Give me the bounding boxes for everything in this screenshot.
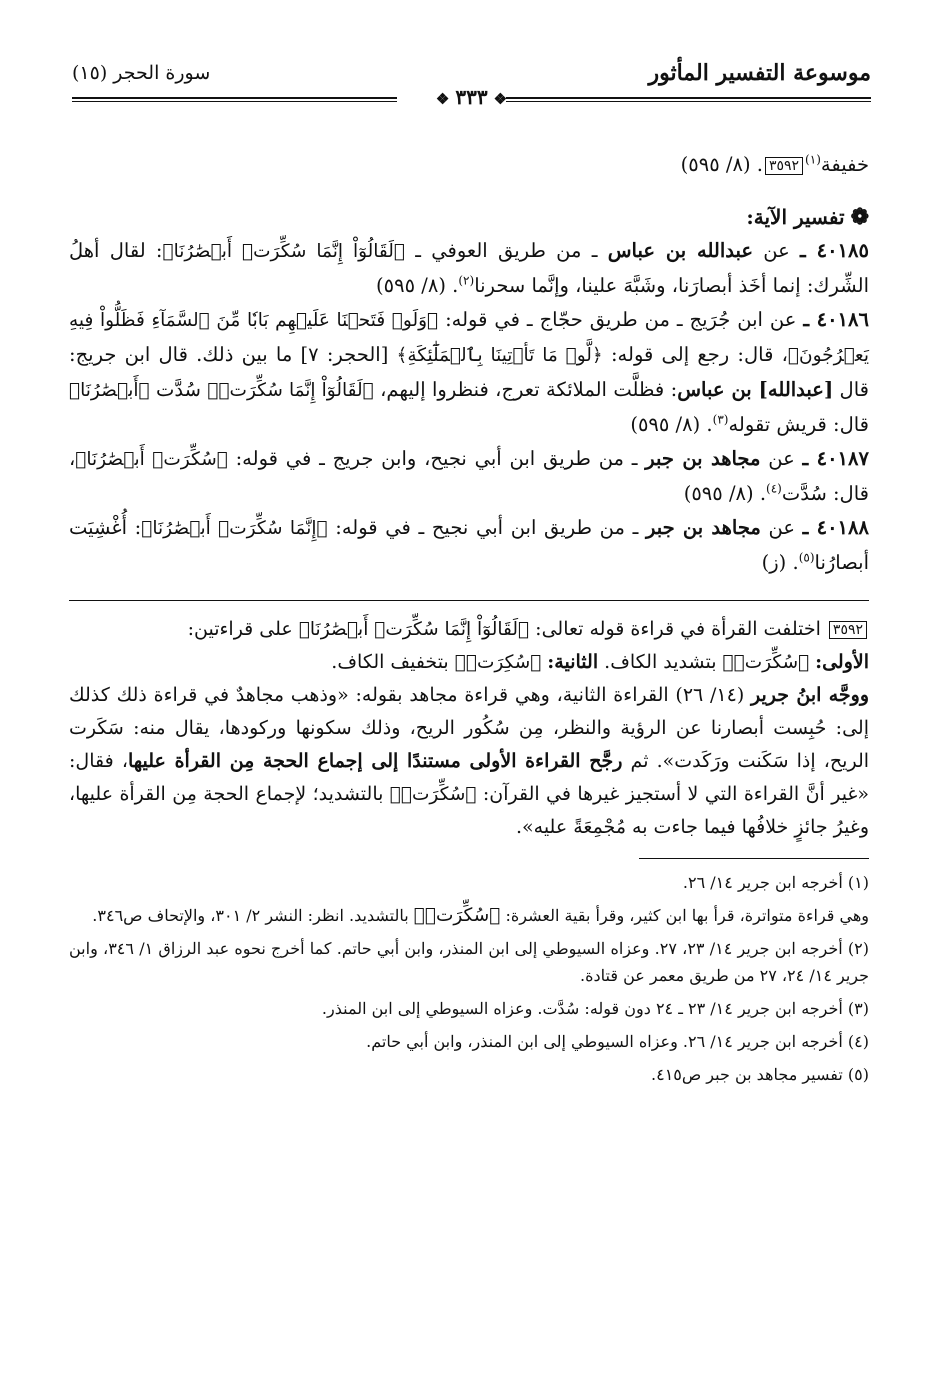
entry-number: ٤٠١٨٦ ـ	[803, 308, 869, 331]
note-text: بالتشديد؛ لإجماع الحجة مِن القرأة عليها، وغيرُ جائزٍ خلافُها فيما جاءت به مُجْمِعَةً عليه».	[69, 783, 869, 838]
section-title: تفسير الآية:	[746, 205, 845, 229]
entry-text: : فظلَّت الملائكة تعرج، فنظروا إليهم،	[373, 378, 678, 401]
entry-text: : لقال أهلُ الشِّرك: إنما أخَذ أبصارَنا، وشَبَّهَ علينا، وإنَّما سحرنا	[69, 239, 869, 297]
footnote-marker: (٢)	[458, 273, 475, 288]
quran-quote: ﴿سُكِّرَتۡ﴾	[413, 905, 501, 926]
entry-text: ـ من طريق العوفي ـ	[405, 239, 608, 262]
footnote-text: وهي قراءة متواترة، قرأ بها ابن كثير، وقرأ بقية العشرة:	[500, 906, 869, 925]
quran-quote: ﴿لَقَالُوٓاْ إِنَّمَا سُكِّرَتۡ﴾	[207, 380, 374, 401]
note-separator	[69, 600, 869, 601]
surah-label: سورة الحجر (١٥)	[72, 62, 211, 84]
note-text: بتخفيف الكاف.	[331, 651, 455, 673]
note-text: على قراءتين:	[187, 618, 299, 640]
entry-text: [الحجر: ٧] ما بين ذلك. قال ابن جريج: قال	[69, 343, 869, 401]
note-paragraph	[69, 613, 869, 646]
page-number: ٣٣٣	[455, 85, 488, 109]
volume-ref: . (ز)	[761, 551, 799, 574]
narration-entry	[69, 511, 869, 580]
quran-quote: ﴿أَبۡصَٰرُنَا﴾	[69, 380, 150, 401]
entry-text: سُدَّت	[149, 378, 208, 401]
page-header	[72, 52, 871, 114]
quran-quote: ﴿وَلَوۡ فَتَحۡنَا عَلَيۡهِم بَابٗا مِّنَ ٱلسَّمَآءِ فَظَلُّواْ فِيهِ يَعۡرُجُونَ﴾	[69, 310, 869, 366]
flower-ornament-icon: ❁	[850, 204, 869, 230]
ornament-icon: ❖	[435, 90, 450, 108]
footnote-2: (٢) أخرجه ابن جرير ١٤/ ٢٣، ٢٧. وعزاه السيوطي إلى ابن المنذر، وابن أبي حاتم. كما أخرج نحوه عبد الرزاق ١/ ٣٤٦، وابن جرير ١٤/ ٢٤، ٢٧ من طريق معمر عن قتادة.	[69, 939, 870, 985]
entry-text: عن	[753, 239, 801, 262]
quran-quote: ﴿إِنَّمَا سُكِّرَتۡ أَبۡصَٰرُنَا﴾	[141, 518, 328, 539]
narrator-name: عبدالله بن عباس	[607, 239, 754, 262]
entry-number: ٤٠١٨٧ ـ	[802, 447, 869, 470]
reading-label: الثانية:	[547, 651, 599, 673]
volume-ref: . (٨/ ٥٩٥)	[376, 274, 459, 297]
footnote-5: (٥) تفسير مجاهد بن جبر ص٤١٥.	[651, 1065, 869, 1084]
footnote-marker: (١)	[805, 152, 821, 167]
quran-quote: ﴿سُكِّرَتۡ﴾	[722, 652, 816, 673]
entry-text: ـ من طريق ابن أبي نجيح، وابن جريج ـ في قوله:	[227, 447, 646, 470]
note-text: بتشديد الكاف.	[598, 651, 723, 673]
note-paragraph	[69, 679, 869, 844]
volume-ref: . (٨/ ٥٩٥)	[630, 413, 713, 436]
note-paragraph	[69, 646, 869, 679]
narration-entry	[69, 442, 869, 511]
entry-number: ٤٠١٨٨ ـ	[802, 516, 869, 539]
entry-text: ـ من طريق ابن أبي نجيح ـ في قوله:	[327, 516, 646, 539]
preference-statement: رجَّح القراءة الأولى مستندًا إلى إجماع الحجة مِن القرأة عليها	[127, 750, 623, 772]
reading-label: الأولى:	[815, 651, 869, 673]
entry-text: : أُغْشِيَت أبصارُنا	[69, 516, 869, 574]
footnote-marker: (٣)	[712, 412, 729, 427]
quran-quote: ﴿سُكِرَتۡ﴾	[454, 652, 548, 673]
note-text: (١٤/ ٢٦) القراءة الثانية، وهي قراءة مجاهد بقوله: «وذهب مجاهدٌ في قراءة ذلك كذلك إلى: حُبِست أبصارنا عن الرؤية والنظر، مِن سُكُور الريح، وذلك سكونها وركودها، يقال منه: سَكَرت الريح، إذا سَكَنت ورَكَدت». ثم	[69, 684, 870, 772]
footnote-marker: (٤)	[766, 481, 782, 496]
intro-volume-ref: . (٨/ ٥٩٥)	[680, 153, 763, 176]
scholar-name: ووجَّه ابنُ جرير	[751, 684, 870, 706]
narrator-name: [عبدالله] بن عباس	[677, 378, 834, 401]
commentary-note	[69, 613, 869, 844]
quran-quote: ﴿لَقَالُوٓاْ إِنَّمَا سُكِّرَتۡ أَبۡصَٰرُنَا﴾	[162, 241, 406, 262]
quran-quote: ﴿سُكِّرَتۡ﴾	[389, 784, 477, 805]
entry-text: عن	[760, 516, 803, 539]
footnote-3: (٣) أخرجه ابن جرير ١٤/ ٢٣ ـ ٢٤ دون قوله: سُدَّت. وعزاه السيوطي إلى ابن المنذر.	[321, 999, 869, 1018]
intro-text: خفيفة	[820, 153, 869, 176]
ornament-icon: ❖	[493, 90, 508, 108]
book-title: موسوعة التفسير المأثور	[648, 60, 871, 86]
page-number-wrap	[72, 85, 871, 109]
entry-number: ٤٠١٨٥ ـ	[800, 239, 869, 262]
intro-line	[69, 148, 869, 182]
entry-text: ، قال: سُدَّت	[69, 447, 869, 505]
page-body	[69, 148, 869, 1094]
footnote-4: (٤) أخرجه ابن جرير ١٤/ ٢٦. وعزاه السيوطي إلى ابن المنذر، وابن أبي حاتم.	[366, 1032, 869, 1051]
footnote-1-continued	[69, 902, 869, 929]
section-heading	[69, 200, 869, 234]
cross-reference-box: ٣٥٩٢	[765, 157, 803, 175]
quran-quote: ﴿لَقَالُوٓاْ إِنَّمَا سُكِّرَتۡ أَبۡصَٰرُنَا﴾	[298, 619, 530, 640]
quran-quote: ﴿لَّوۡ مَا تَأۡتِينَا بِٱلۡمَلَٰٓئِكَةِ﴾	[396, 345, 603, 366]
narrator-name: مجاهد بن جبر	[645, 447, 761, 470]
entry-text: قال: قريش تقوله	[728, 413, 869, 436]
footnote-1: (١) أخرجه ابن جرير ١٤/ ٢٦.	[682, 873, 869, 892]
entry-text: عن	[760, 447, 803, 470]
narration-entry	[69, 303, 869, 442]
footnote-separator	[639, 858, 869, 859]
narration-entry	[69, 234, 869, 303]
volume-ref: . (٨/ ٥٩٥)	[683, 482, 767, 505]
cross-reference-box: ٣٥٩٢	[829, 621, 867, 639]
quran-quote: ﴿سُكِّرَتۡ أَبۡصَٰرُنَا﴾	[75, 449, 228, 470]
note-text: ، فقال: «غير أنَّ القراءة التي لا أستجيز غيرها في القرآن:	[69, 750, 869, 805]
footnotes	[69, 869, 869, 1088]
note-text: اختلفت القرأة في قراءة قوله تعالى:	[529, 618, 827, 640]
footnote-marker: (٥)	[798, 550, 815, 565]
entry-text: عن ابن جُرَيج ـ من طريق حجّاج ـ في قوله:	[438, 308, 804, 331]
footnote-text: بالتشديد. انظر: النشر ٢/ ٣٠١، والإتحاف ص٣٤٦.	[92, 906, 414, 925]
entry-text: ، قال: رجع إلى قوله:	[602, 343, 788, 366]
narrator-name: مجاهد بن جبر	[645, 516, 761, 539]
